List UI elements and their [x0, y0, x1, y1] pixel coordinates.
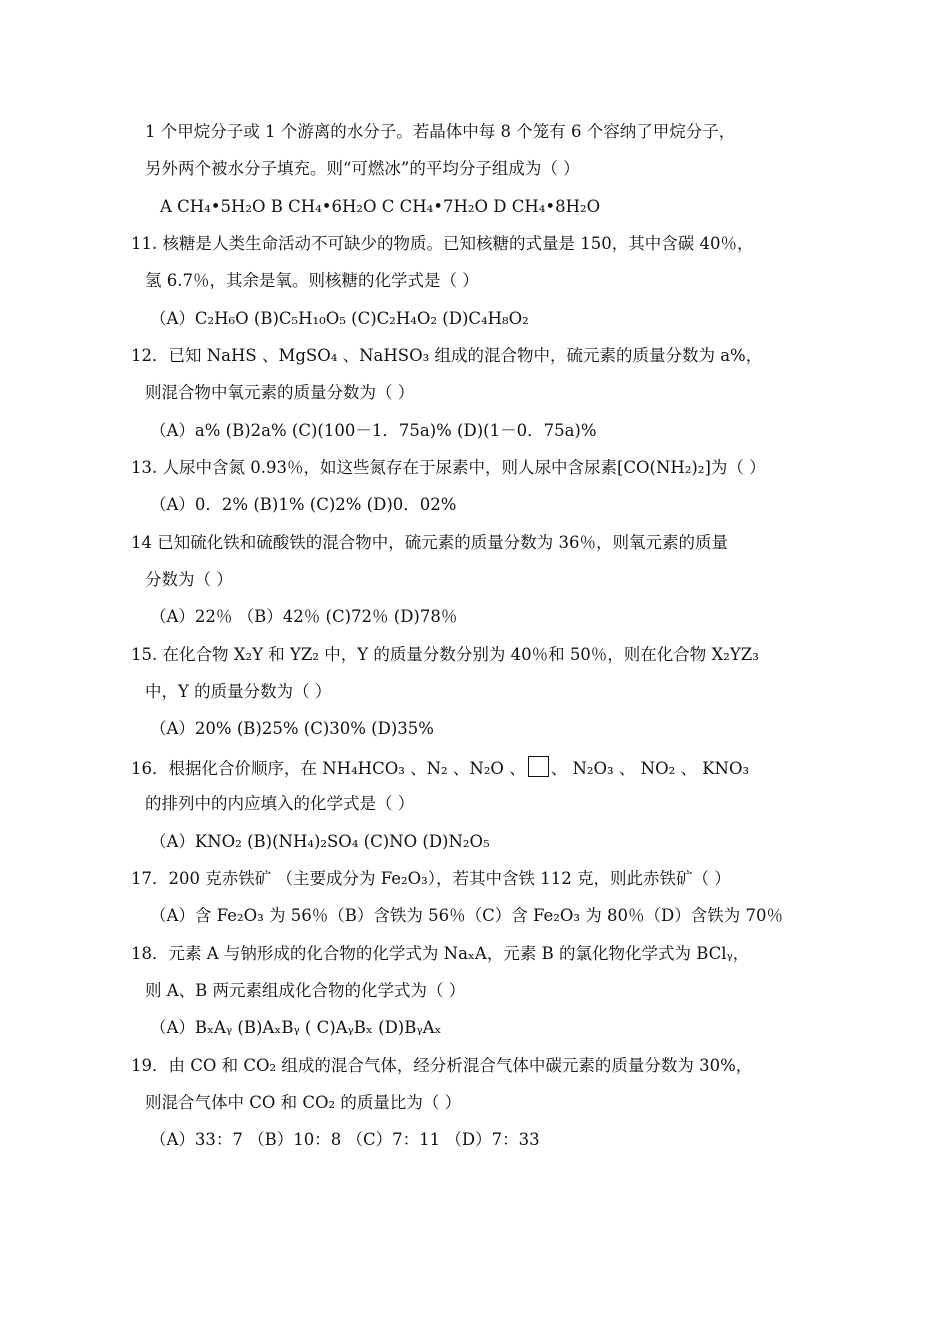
answer-options-q16: （A）KNO₂ (B)(NH₄)₂SO₄ (C)NO (D)N₂O₅: [150, 832, 490, 851]
text-line: 的排列中的内应填入的化学式是（ ）: [145, 794, 415, 813]
question-13: 13. 人尿中含氮 0.93％，如这些氮存在于尿素中，则人尿中含尿素[CO(NH₂)₂]为（ ）: [131, 458, 766, 477]
question-16-text-b: 、 N₂O₃ 、 NO₂ 、 KNO₃: [550, 759, 750, 778]
question-19: 19．由 CO 和 CO₂ 组成的混合气体，经分析混合气体中碳元素的质量分数为 30%，: [131, 1056, 753, 1075]
question-14: 14 已知硫化铁和硫酸铁的混合物中，硫元素的质量分数为 36％，则氧元素的质量: [131, 533, 728, 552]
text-line: 则 A、B 两元素组成化合物的化学式为（ ）: [145, 981, 466, 1000]
question-15: 15. 在化合物 X₂Y 和 YZ₂ 中，Y 的质量分数分别为 40％和 50％，则在化合物 X₂YZ₃: [131, 645, 759, 664]
answer-options-q12: （A）a% (B)2a% (C)(100－1．75a)% (D)(1－0．75a)%: [150, 421, 597, 440]
question-11: 11. 核糖是人类生命活动不可缺少的物质。已知核糖的式量是 150，其中含碳 40％，: [131, 234, 754, 253]
answer-options-q18: （A）BₓAᵧ (B)AₓBᵧ ( C)AᵧBₓ (D)BᵧAₓ: [150, 1018, 442, 1037]
question-16-text-a: 16．根据化合价顺序，在 NH₄HCO₃ 、N₂ 、N₂O 、: [131, 759, 526, 778]
question-17: 17．200 克赤铁矿 （主要成分为 Fe₂O₃），若其中含铁 112 克，则此赤铁矿（ ）: [131, 869, 731, 888]
question-16: [131, 756, 749, 780]
answer-options-q15: （A）20% (B)25% (C)30% (D)35%: [150, 719, 434, 738]
answer-options-q19: （A）33：7 （B）10：8 （C）7：11 （D）7：33: [150, 1130, 540, 1149]
text-line: 另外两个被水分子填充。则“可燃冰”的平均分子组成为（ ）: [145, 159, 580, 178]
answer-options-q13: （A）0．2% (B)1% (C)2% (D)0．02%: [150, 495, 457, 514]
blank-box: [528, 756, 549, 777]
text-line: 1 个甲烷分子或 1 个游离的水分子。若晶体中每 8 个笼有 6 个容纳了甲烷分子，: [145, 122, 736, 141]
text-line: 中，Y 的质量分数为（ ）: [145, 682, 332, 701]
answer-options-q10: A CH₄•5H₂O B CH₄•6H₂O C CH₄•7H₂O D CH₄•8H₂O: [160, 197, 601, 216]
text-line: 分数为（ ）: [145, 570, 233, 589]
answer-options-q11: （A）C₂H₆O (B)C₅H₁₀O₅ (C)C₂H₄O₂ (D)C₄H₈O₂: [150, 309, 529, 328]
answer-options-q14: （A）22％ （B）42％ (C)72％ (D)78％: [150, 607, 458, 626]
text-line: 氢 6.7％，其余是氧。则核糖的化学式是（ ）: [145, 271, 479, 290]
text-line: 则混合物中氧元素的质量分数为（ ）: [145, 383, 415, 402]
text-line: 则混合气体中 CO 和 CO₂ 的质量比为（ ）: [145, 1093, 462, 1112]
question-18: 18．元素 A 与钠形成的化合物的化学式为 NaₓA，元素 B 的氯化物化学式为 BClᵧ，: [131, 944, 750, 963]
answer-options-q17: （A）含 Fe₂O₃ 为 56％（B）含铁为 56％（C）含 Fe₂O₃ 为 80％（D）含铁为 70％: [150, 906, 783, 925]
question-12: 12．已知 NaHS 、MgSO₄ 、NaHSO₃ 组成的混合物中，硫元素的质量分数为 a%，: [131, 346, 763, 365]
